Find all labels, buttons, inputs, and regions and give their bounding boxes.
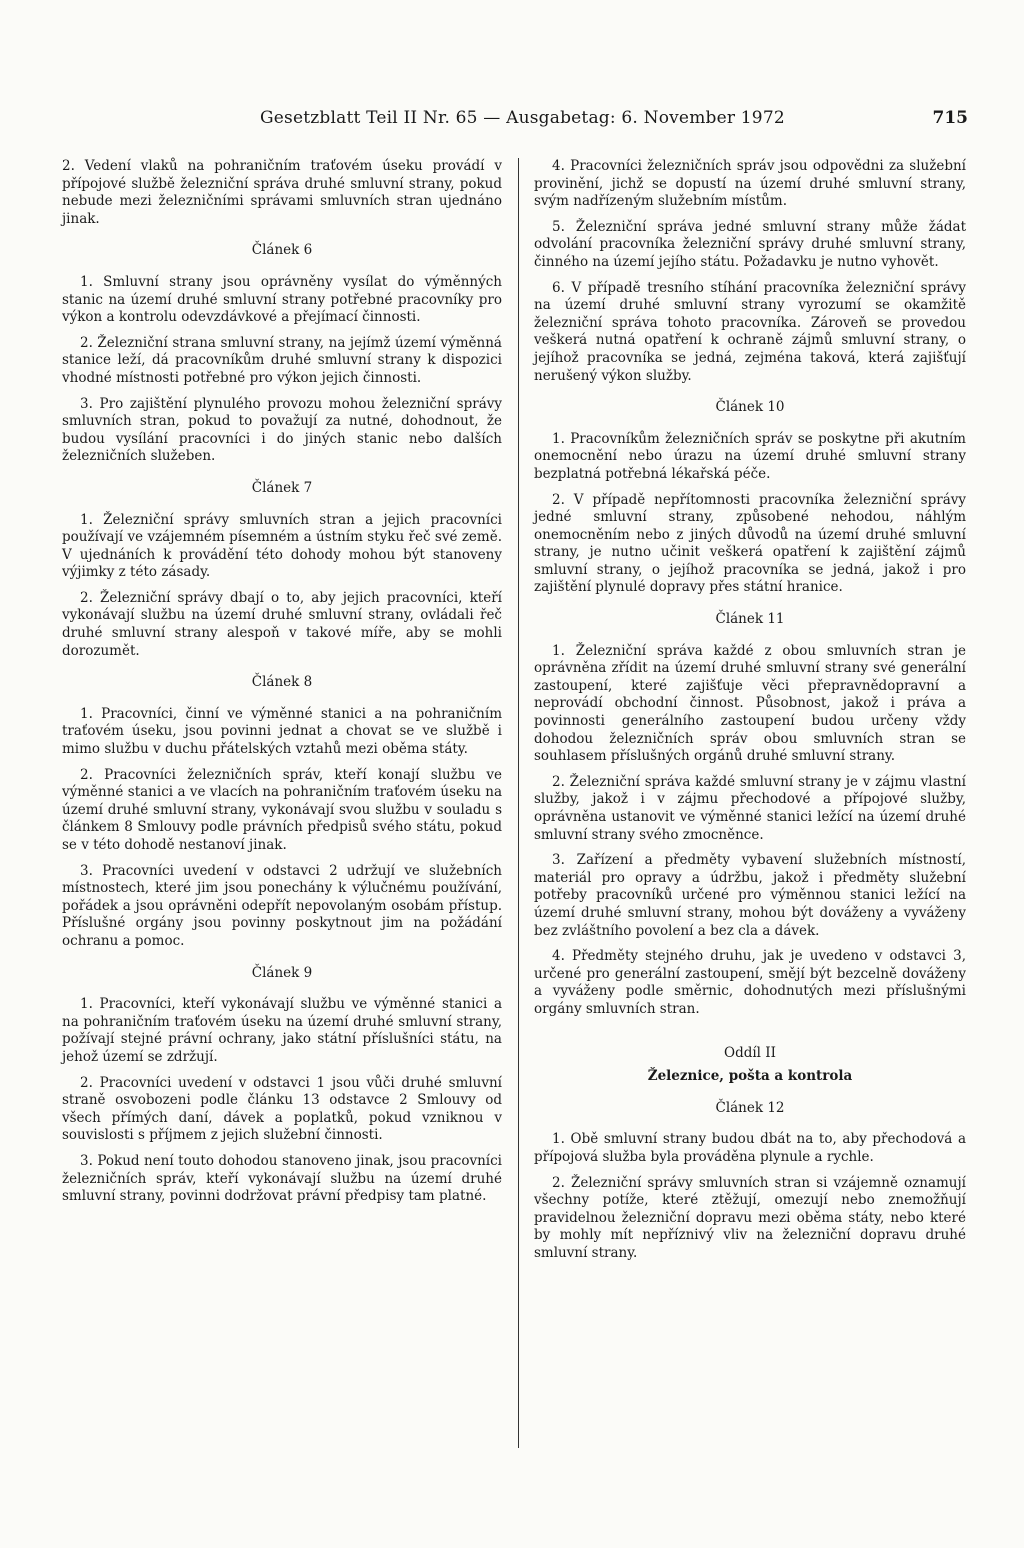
right-column [534, 158, 966, 1270]
paragraph: 4. Pracovníci železničních správ jsou odpovědni za služební provinění, jichž se dopustí na území druhé smluvní strany, svým nadřízeným služebním místům. [534, 158, 966, 210]
article-heading: Článek 9 [251, 964, 313, 981]
article-heading: Článek 10 [715, 399, 785, 416]
article-heading: Článek 11 [715, 611, 785, 628]
column-divider [518, 158, 519, 1448]
paragraph: 2. Železniční správy smluvních stran si vzájemně oznamují všechny potíže, které ztěžují, omezují nebo znemožňují pravidelnou železniční dopravu mezi oběma státy, nebo které by mohly mít nepříznivý vliv na železniční dopravu druhé smluvní strany. [534, 1174, 966, 1261]
paragraph: 2. Železniční správa každé smluvní strany je v zájmu vlastní služby, jakož i v zájmu přechodové a přípojové služby, oprávněna ustanovit ve výměnné stanici ležící na území druhé smluvní strany svého zmocněnce. [534, 773, 966, 843]
section-title: Železnice, pošta a kontrola [647, 1068, 853, 1085]
page-header [60, 108, 968, 138]
paragraph: 2. V případě nepřítomnosti pracovníka železniční správy jedné smluvní strany, způsobené nehodou, náhlým onemocněním nebo z jiných důvodů na území druhé smluvní strany, je nutno učinit veškerá opatření k zajištění zájmů smluvní strany, o jejíhož pracovníka se jedná, jakož i pro zajištění plynulé dopravy přes státní hranice. [534, 491, 966, 596]
paragraph: 3. Zařízení a předměty vybavení služebních místností, materiál pro opravy a údržbu, jakož i předměty služební potřeby pracovníků určené pro výměnnou stanici ležící na území druhé smluvní strany, mohou být dováženy a vyváženy bez zvláštního povolení a bez cla a dávek. [534, 852, 966, 939]
paragraph: 1. Pracovníci, kteří vykonávají službu ve výměnné stanici a na pohraničním traťovém úseku na území druhé smluvní strany, požívají stejné právní ochrany, jako státní příslušníci státu, na jehož území se zdržují. [62, 996, 502, 1065]
paragraph: 1. Pracovníci, činní ve výměnné stanici a na pohraničním traťovém úseku, jsou povinni jednat a chovat se ve službě i mimo službu v duchu přátelských vztahů mezi oběma státy. [62, 705, 502, 758]
page-number: 715 [932, 108, 968, 128]
article-heading: Článek 6 [251, 242, 313, 259]
paragraph: 6. V případě tresního stíhání pracovníka železniční správy na území druhé smluvní strany vyrozumí se okamžitě železniční správa tohoto pracovníka. Zároveň se provedou veškerá nutná opatření k ochraně zájmů smluvní strany, o jejíhož pracovníka se jedná, zejména taková, která zajišťují nerušený výkon služby. [534, 279, 966, 384]
paragraph: 2. Pracovníci uvedení v odstavci 1 jsou vůči druhé smluvní straně osvobozeni podle článku 13 odstavce 2 Smlouvy od všech přímých daní, dávek a poplatků, pokud vzniknou v souvislosti s příjmem z jejich služební činnosti. [62, 1074, 502, 1144]
paragraph: 1. Obě smluvní strany budou dbát na to, aby přechodová a přípojová služba byla prováděna plynule a rychle. [534, 1131, 966, 1165]
paragraph: 3. Pro zajištění plynulého provozu mohou železniční správy smluvních stran, pokud to považují za nutné, dohodnout, že budou vysílání pracovníci i do jiných stanic nebo dalších železničních služeben. [62, 395, 502, 465]
left-column [62, 158, 502, 1214]
paragraph: 1. Smluvní strany jsou oprávněny vysílat do výměnných stanic na území druhé smluvní strany potřebné pracovníky pro výkon a kontrolu odevzdávkové a přejímací činnosti. [62, 273, 502, 326]
paragraph: 2. Vedení vlaků na pohraničním traťovém úseku provádí v přípojové službě železniční správa druhé smluvní strany, pokud nebude mezi železničními správami smluvních stran ujednáno jinak. [62, 158, 502, 227]
article-heading: Článek 12 [715, 1099, 785, 1116]
running-title: Gesetzblatt Teil II Nr. 65 — Ausgabetag: 6. November 1972 [260, 108, 785, 128]
paragraph: 1. Železniční správy smluvních stran a jejich pracovníci používají ve vzájemném písemném a ústním styku řeč své země. V ujednáních k provádění této dohody mohou být stanoveny výjimky z této zásady. [62, 511, 502, 581]
paragraph: 2. Pracovníci železničních správ, kteří konají službu ve výměnné stanici a ve vlacích na pohraničním traťovém úseku na území druhé smluvní strany, vykonávají svou službu v souladu s článkem 8 Smlouvy podle právních předpisů svého státu, pokud se v této dohodě nestanoví jinak. [62, 766, 502, 853]
section-heading: Oddíl II [724, 1044, 776, 1061]
paragraph: 2. Železniční správy dbají o to, aby jejich pracovníci, kteří vykonávají službu na území druhé smluvní strany, ovládali řeč druhé smluvní strany alespoň v takové míře, aby se mohli dorozumět. [62, 589, 502, 659]
paragraph: 1. Pracovníkům železničních správ se poskytne při akutním onemocnění nebo úrazu na území druhé smluvní strany bezplatná potřebná lékařská péče. [534, 430, 966, 482]
paragraph: 5. Železniční správa jedné smluvní strany může žádat odvolání pracovníka železniční správy druhé smluvní strany, činného na území jejího státu. Požadavku je nutno vyhovět. [534, 218, 966, 270]
paragraph: 1. Železniční správa každé z obou smluvních stran je oprávněna zřídit na území druhé smluvní strany své generální zastoupení, které zajišťuje věci přepravnědopravní a neprovádí obchodní činnost. Působnost, jakož i práva a povinnosti generálního zastoupení budou určeny vždy dohodou železničních správ obou smluvních stran se souhlasem příslušných orgánů druhé smluvní strany. [534, 642, 966, 765]
paragraph: 3. Pokud není touto dohodou stanoveno jinak, jsou pracovníci železničních správ, kteří vykonávají službu na území druhé smluvní strany, povinni dodržovat právní předpisy tam platné. [62, 1152, 502, 1205]
article-heading: Článek 7 [251, 479, 313, 496]
article-heading: Článek 8 [251, 674, 313, 691]
paragraph: 3. Pracovníci uvedení v odstavci 2 udržují ve služebních místnostech, které jim jsou ponechány k výlučnému používání, pořádek a jsou oprávněni odepřít nepovolaným osobám přístup. Příslušné orgány jsou povinny poskytnout jim na požádání ochranu a pomoc. [62, 862, 502, 949]
paragraph: 4. Předměty stejného druhu, jak je uvedeno v odstavci 3, určené pro generální zastoupení, smějí být bezcelně dováženy a vyváženy podle směrnic, dohodnutých mezi příslušnými orgány smluvních stran. [534, 948, 966, 1017]
paragraph: 2. Železniční strana smluvní strany, na jejímž území výměnná stanice leží, dá pracovníkům druhé smluvní strany k dispozici vhodné místnosti potřebné pro výkon jejich činnosti. [62, 334, 502, 386]
